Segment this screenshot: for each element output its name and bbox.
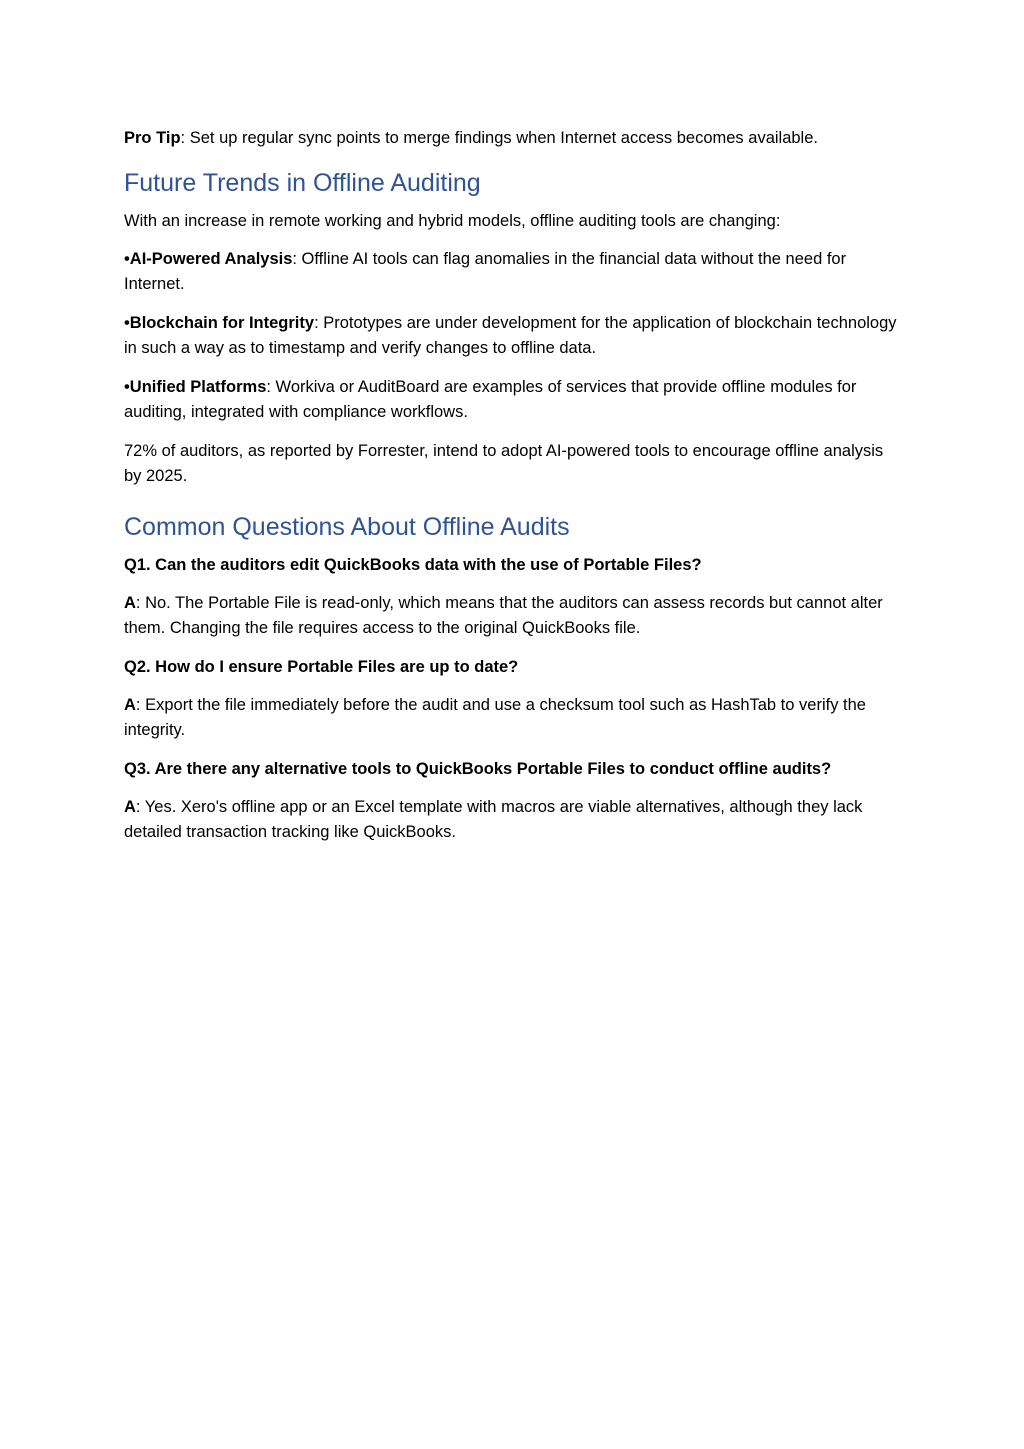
answer-text: : Export the file immediately before the audit and use a checksum tool such as HashTab to verify the integrity.: [124, 696, 866, 739]
bullet-term: AI-Powered Analysis: [129, 250, 293, 268]
faq-question-1: Q1. Can the auditors edit QuickBooks data with the use of Portable Files?: [124, 556, 702, 574]
answer-label: A: [124, 696, 136, 714]
bullet-text: : Prototypes are under development for the application of blockchain technology in such a way as to timestamp and verify changes to offline data.: [124, 314, 897, 357]
bullet-term: Blockchain for Integrity: [129, 314, 315, 332]
answer-text: : No. The Portable File is read-only, which means that the auditors can assess records but cannot alter them. Changing the file requires access to the original QuickBooks file.: [124, 594, 883, 637]
answer-text: : Yes. Xero's offline app or an Excel template with macros are viable alternatives, although they lack detailed transaction tracking like QuickBooks.: [124, 798, 863, 841]
faq-question-2: Q2. How do I ensure Portable Files are up to date?: [124, 658, 519, 676]
bullet-ai-powered-analysis: [124, 247, 902, 297]
forrester-stat-paragraph: 72% of auditors, as reported by Forrester, intend to adopt AI-powered tools to encourage offline analysis by 2025.: [124, 442, 884, 485]
bullet-text: : Offline AI tools can flag anomalies in the financial data without the need for Internet.: [124, 250, 847, 293]
pro-tip-text: : Set up regular sync points to merge findings when Internet access becomes available.: [180, 129, 818, 147]
answer-label: A: [124, 594, 136, 612]
bullet-marker: •: [124, 378, 130, 396]
future-trends-heading: Future Trends in Offline Auditing: [124, 169, 481, 197]
common-questions-heading: Common Questions About Offline Audits: [124, 513, 570, 541]
answer-label: A: [124, 798, 136, 816]
bullet-marker: •: [124, 250, 130, 268]
future-trends-intro: With an increase in remote working and hybrid models, offline auditing tools are changing:: [124, 212, 781, 230]
faq-answer-1: [124, 591, 902, 641]
bullet-term: Unified Platforms: [129, 378, 267, 396]
faq-question-3: Q3. Are there any alternative tools to QuickBooks Portable Files to conduct offline audits?: [124, 760, 832, 778]
bullet-blockchain-for-integrity: [124, 311, 902, 361]
faq-answer-2: [124, 693, 902, 743]
faq-answer-3: [124, 795, 902, 845]
pro-tip-label: Pro Tip: [124, 129, 181, 147]
bullet-text: : Workiva or AuditBoard are examples of services that provide offline modules for auditing, integrated with compliance workflows.: [124, 378, 857, 421]
bullet-marker: •: [124, 314, 130, 332]
bullet-unified-platforms: [124, 375, 902, 425]
pro-tip-paragraph: [124, 126, 902, 151]
